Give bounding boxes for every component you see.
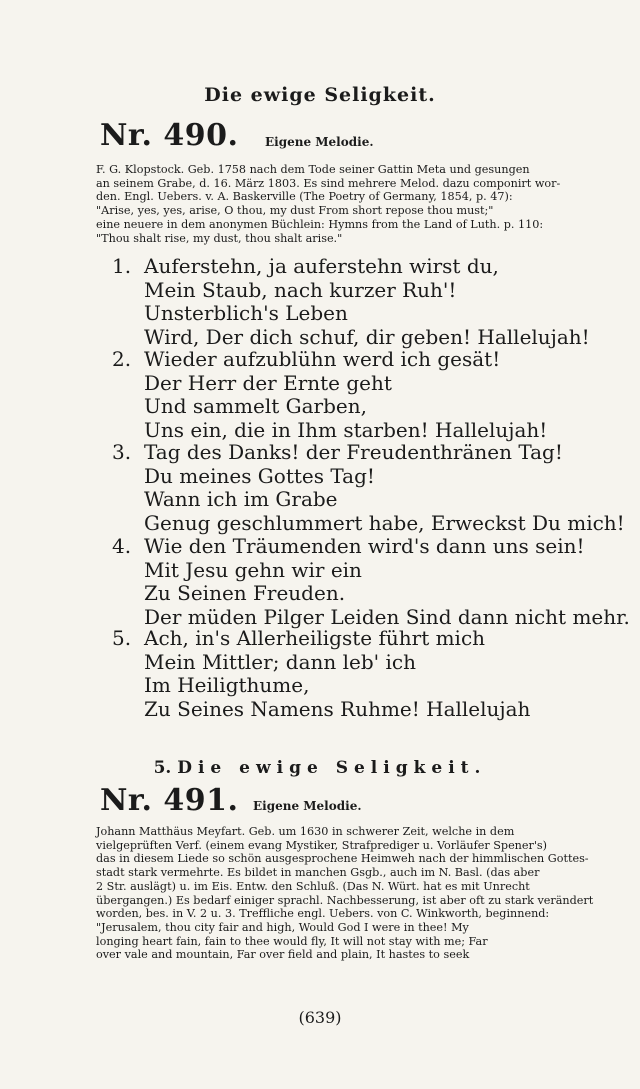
hymn-490-note bbox=[96, 163, 561, 245]
verse-line: Ach, in's Allerheiligste führt mich bbox=[144, 626, 486, 650]
section-title: Die ewige Seligkeit. bbox=[177, 758, 487, 778]
verse-line: Wieder aufzublühn werd ich gesät! bbox=[144, 347, 501, 371]
verse-line: Auferstehn, ja auferstehn wirst du, bbox=[144, 254, 499, 278]
note-line: eine neuere in dem anonymen Büchlein: Hymns from the Land of Luth. p. 110: bbox=[96, 217, 544, 231]
verse-line: Mein Staub, nach kurzer Ruh'! bbox=[144, 277, 457, 302]
running-head: Die ewige Seligkeit. bbox=[204, 84, 436, 106]
verse-number: 4. bbox=[112, 534, 132, 558]
verse-line: Der müden Pilger Leiden Sind dann nicht mehr. bbox=[144, 604, 630, 629]
note-line: das in diesem Liede so schön ausgesprochene Heimweh nach der himmlischen Gottes- bbox=[96, 852, 589, 866]
verse-line: Du meines Gottes Tag! bbox=[144, 463, 375, 488]
note-line: over vale and mountain, Far over field and plain, It hastes to seek bbox=[96, 948, 470, 962]
note-line: worden, bes. in V. 2 u. 3. Treffliche engl. Uebers. von C. Winkworth, beginnend: bbox=[96, 907, 550, 921]
verse-line: Wann ich im Grabe bbox=[144, 487, 338, 511]
hymn-491-number: Nr. 491. bbox=[100, 783, 239, 818]
note-line: übergangen.) Es bedarf einiger sprachl. Nachbesserung, ist aber oft zu stark verändert bbox=[96, 893, 594, 907]
note-line: longing heart fain, fain to thee would fly, It will not stay with me; Far bbox=[96, 934, 488, 948]
verse-line: Mein Mittler; dann leb' ich bbox=[144, 649, 417, 674]
verse-3 bbox=[112, 440, 625, 535]
verse-line: Uns ein, die in Ihm starben! Hallelujah! bbox=[144, 417, 548, 442]
hymn-491-melody: Eigene Melodie. bbox=[253, 799, 362, 813]
note-line: "Thou shalt rise, my dust, thou shalt arise." bbox=[96, 231, 343, 245]
hymn-491-note bbox=[96, 825, 594, 962]
verse-line: Unsterblich's Leben bbox=[144, 301, 348, 325]
section-heading bbox=[0, 758, 640, 778]
verse-number: 3. bbox=[112, 440, 132, 464]
verse-line: Genug geschlummert habe, Erweckst Du mich! bbox=[144, 510, 625, 535]
verse-line: Im Heiligthume, bbox=[144, 673, 310, 697]
verse-line: Wie den Träumenden wird's dann uns sein! bbox=[144, 534, 585, 558]
page-number: (639) bbox=[298, 1008, 342, 1027]
verse-4 bbox=[112, 534, 630, 629]
verse-line: Zu Seines Namens Ruhme! Hallelujah bbox=[144, 696, 531, 721]
verse-number: 1. bbox=[112, 254, 132, 278]
verse-line: Und sammelt Garben, bbox=[144, 394, 367, 418]
note-line: "Jerusalem, thou city fair and high, Would God I were in thee! My bbox=[96, 920, 469, 934]
verse-line: Wird, Der dich schuf, dir geben! Hallelujah! bbox=[144, 324, 590, 349]
note-line: an seinem Grabe, d. 16. März 1803. Es sind mehrere Melod. dazu componirt wor- bbox=[96, 176, 561, 190]
note-line: "Arise, yes, yes, arise, O thou, my dust From short repose thou must;" bbox=[96, 204, 494, 218]
section-number: 5. bbox=[153, 758, 172, 778]
verse-line: Mit Jesu gehn wir ein bbox=[144, 557, 362, 582]
verse-5 bbox=[112, 627, 552, 721]
note-line: stadt stark vermehrte. Es bildet in manchen Gsgb., auch im N. Basl. (das aber bbox=[96, 866, 540, 880]
verse-1 bbox=[112, 254, 590, 349]
verse-2 bbox=[112, 348, 552, 442]
verse-line: Tag des Danks! der Freudenthränen Tag! bbox=[144, 440, 563, 464]
note-line: vielgeprüften Verf. (einem evang Mystiker, Strafprediger u. Vorläufer Spener's) bbox=[96, 838, 548, 852]
verse-line: Der Herr der Ernte geht bbox=[144, 370, 392, 395]
verse-line: Zu Seinen Freuden. bbox=[144, 581, 346, 605]
verse-number: 5. bbox=[112, 626, 132, 650]
verse-number: 2. bbox=[112, 347, 132, 371]
hymn-490-melody: Eigene Melodie. bbox=[265, 135, 374, 149]
note-line: F. G. Klopstock. Geb. 1758 nach dem Tode seiner Gattin Meta und gesungen bbox=[96, 163, 530, 176]
note-line: Johann Matthäus Meyfart. Geb. um 1630 in schwerer Zeit, welche in dem bbox=[96, 825, 515, 838]
note-line: 2 Str. auslägt) u. im Eis. Entw. den Schluß. (Das N. Würt. hat es mit Unrecht bbox=[96, 879, 530, 893]
note-line: den. Engl. Uebers. v. A. Baskerville (The Poetry of Germany, 1854, p. 47): bbox=[96, 190, 513, 204]
hymn-490-number: Nr. 490. bbox=[100, 118, 239, 153]
